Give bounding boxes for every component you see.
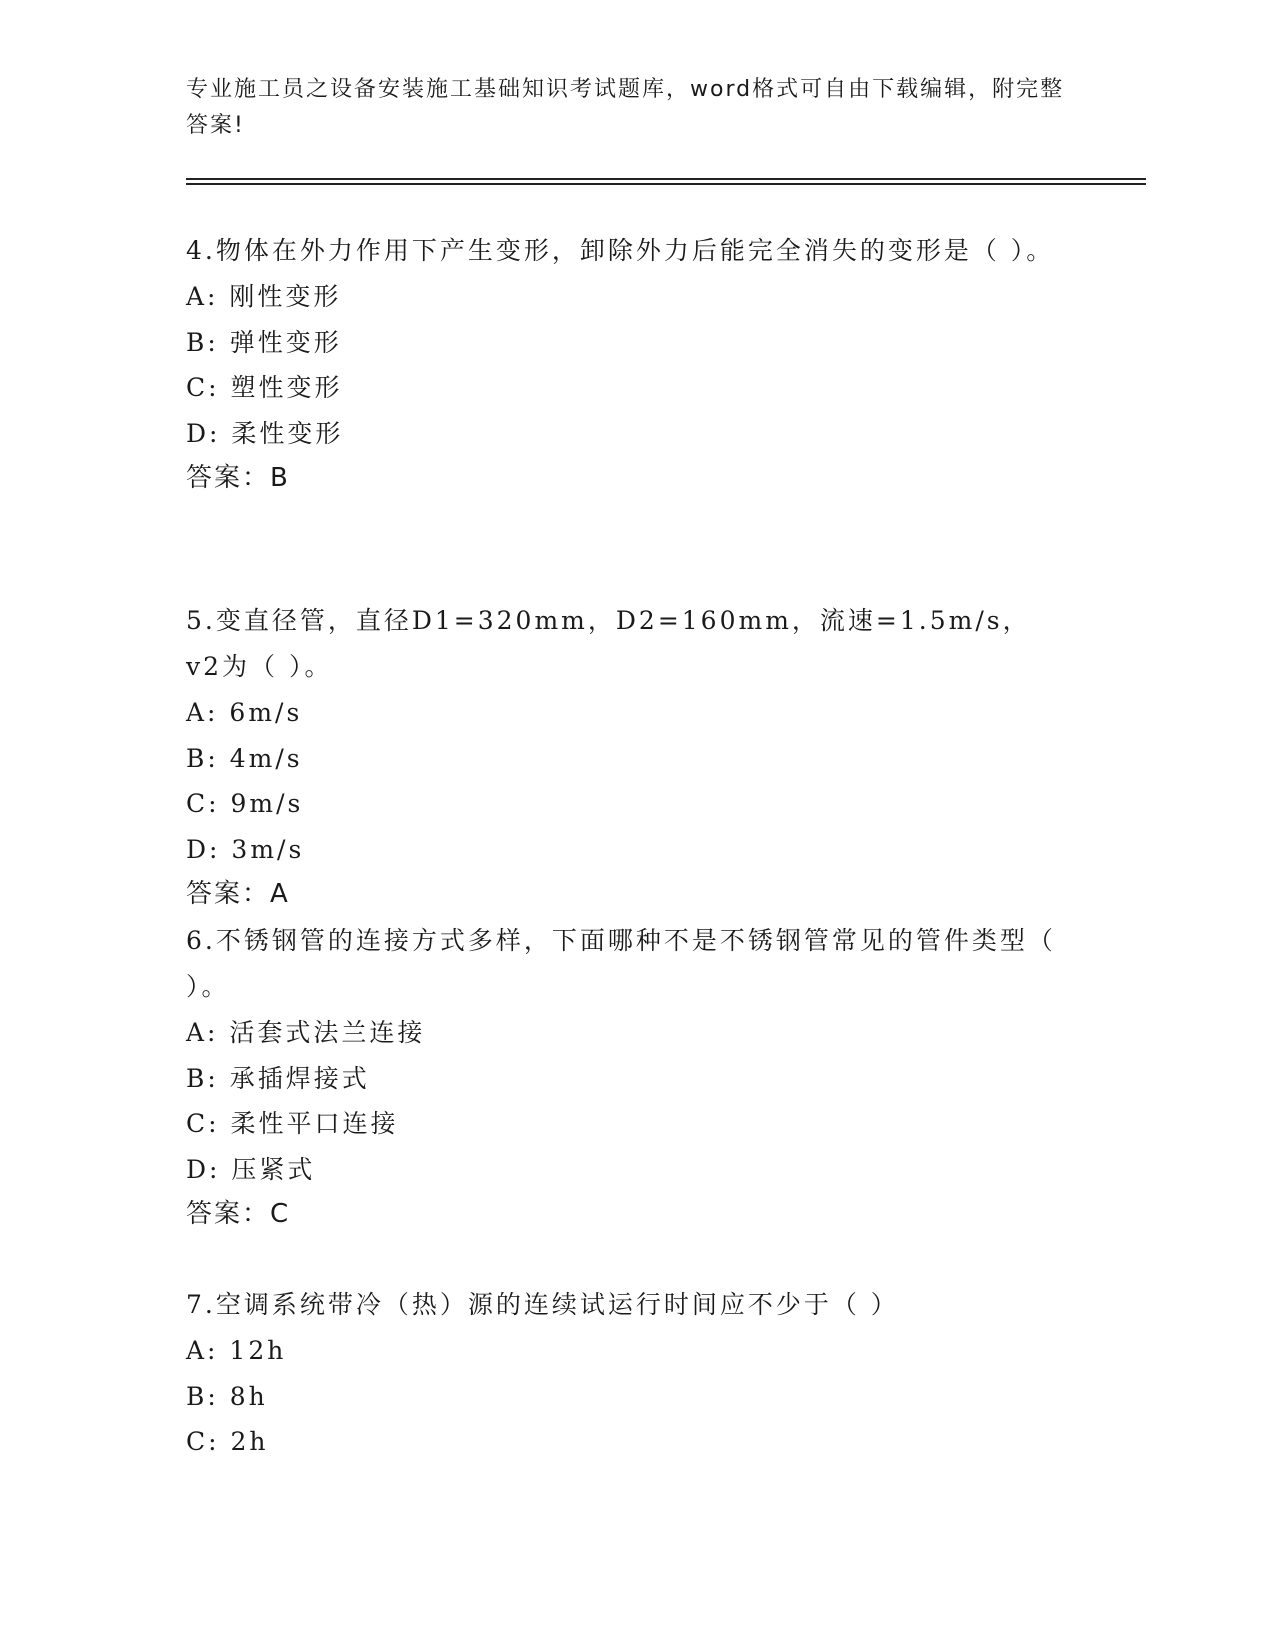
question-title: 7.空调系统带冷（热）源的连续试运行时间应不少于（ ） <box>186 1290 899 1319</box>
header-divider-bottom <box>186 183 1146 185</box>
option-b: B: 8h <box>186 1381 268 1411</box>
option-a: A: 刚性变形 <box>186 282 342 311</box>
answer: 答案：C <box>186 1199 291 1229</box>
option-c: C: 9m/s <box>186 789 304 818</box>
option-d: D: 柔性变形 <box>186 418 344 448</box>
option-c: C: 塑性变形 <box>186 373 343 402</box>
question-7 <box>186 1282 1066 1465</box>
option-a: A: 12h <box>186 1336 287 1365</box>
answer: 答案：A <box>186 879 290 909</box>
option-c: C: 2h <box>186 1427 269 1456</box>
question-6 <box>186 918 1066 1237</box>
option-d: D: 3m/s <box>186 834 305 864</box>
document-description: 专业施工员之设备安装施工基础知识考试题库，word格式可自由下载编辑，附完整答案! <box>186 77 1065 138</box>
option-a: A: 6m/s <box>186 698 303 727</box>
option-a: A: 活套式法兰连接 <box>186 1018 426 1047</box>
option-b: B: 弹性变形 <box>186 327 342 357</box>
option-b: B: 承插焊接式 <box>186 1063 370 1093</box>
header-divider-top <box>186 178 1146 180</box>
question-title: 6.不锈钢管的连接方式多样，下面哪种不是不锈钢管常见的管件类型（ ）。 <box>186 926 1056 1001</box>
option-b: B: 4m/s <box>186 743 303 773</box>
question-title: 4.物体在外力作用下产生变形，卸除外力后能完全消失的变形是（ ）。 <box>186 236 1055 265</box>
question-5 <box>186 598 1066 917</box>
question-4 <box>186 228 1066 501</box>
answer: 答案：B <box>186 463 290 493</box>
option-c: C: 柔性平口连接 <box>186 1109 399 1138</box>
question-title: 5.变直径管，直径D1=320mm，D2=160mm，流速=1.5m/s，v2为（ ）。 <box>186 606 1031 681</box>
option-d: D: 压紧式 <box>186 1154 316 1184</box>
